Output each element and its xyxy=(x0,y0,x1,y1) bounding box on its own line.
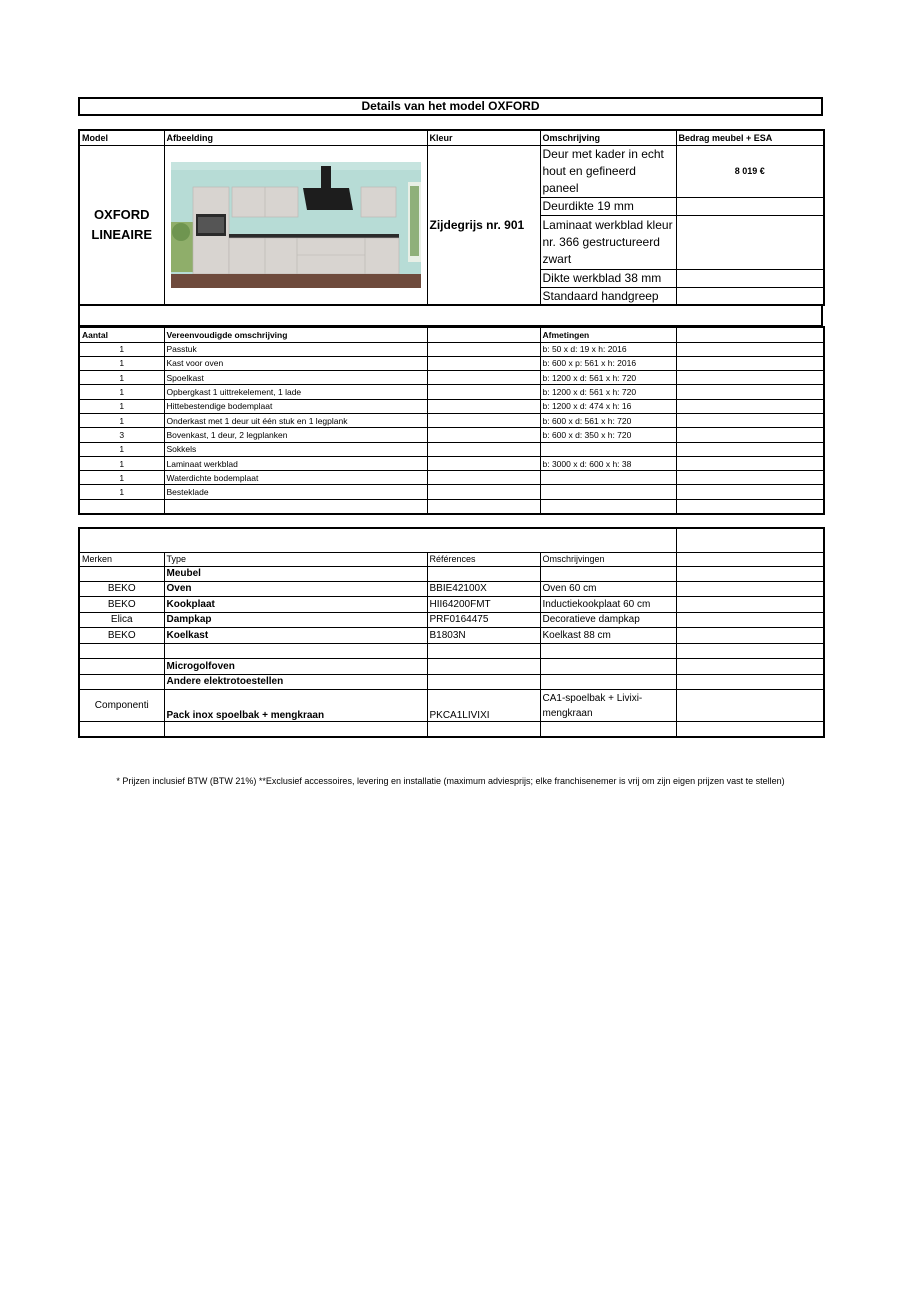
header-bedrag: Bedrag meubel + ESA xyxy=(676,130,824,145)
reference: HII64200FMT xyxy=(427,597,540,613)
description-5: Standaard handgreep xyxy=(540,287,676,305)
empty-cell xyxy=(676,628,824,644)
andere-label: Andere elektrotoestellen xyxy=(164,674,427,690)
dims: b: 1200 x d: 561 x h: 720 xyxy=(540,371,676,385)
footnote: * Prijzen inclusief BTW (BTW 21%) **Exclusief accessoires, levering en installatie (maximum adviesprijs; elke franchisenemer is vrij om zijn eigen prijzen vast te stellen) xyxy=(116,776,785,786)
table-row xyxy=(79,628,824,644)
header-vereenvoudigde: Vereenvoudigde omschrijving xyxy=(164,327,427,342)
empty-cell xyxy=(676,371,824,385)
empty-cell xyxy=(676,287,824,305)
empty-cell xyxy=(427,456,540,470)
dims: b: 3000 x d: 600 x h: 38 xyxy=(540,456,676,470)
page-title: Details van het model OXFORD xyxy=(361,99,540,113)
description: Koelkast 88 cm xyxy=(540,628,676,644)
kitchen-image-cell xyxy=(164,145,427,305)
empty-cell xyxy=(676,566,824,581)
empty-cell xyxy=(79,674,164,690)
empty-cell xyxy=(676,356,824,370)
description-3: Laminaat werkblad kleur nr. 366 gestructureerd zwart xyxy=(540,215,676,269)
type: Pack inox spoelbak + mengkraan xyxy=(164,690,427,722)
dims: b: 50 x d: 19 x h: 2016 xyxy=(540,342,676,356)
empty-cell xyxy=(427,442,540,456)
desc: Sokkels xyxy=(164,442,427,456)
table-row xyxy=(79,471,824,485)
brand: BEKO xyxy=(79,581,164,597)
description-1: Deur met kader in echt hout en gefineerd paneel xyxy=(540,145,676,197)
table-row xyxy=(79,371,824,385)
empty-cell xyxy=(79,566,164,581)
table-row xyxy=(79,485,824,499)
header-afbeelding: Afbeelding xyxy=(164,130,427,145)
table-row xyxy=(79,356,824,370)
dims: b: 600 x d: 561 x h: 720 xyxy=(540,413,676,427)
header-omschrijvingen: Omschrijvingen xyxy=(540,552,676,566)
type: Oven xyxy=(164,581,427,597)
header-model: Model xyxy=(79,130,164,145)
reference: BBIE42100X xyxy=(427,581,540,597)
reference: PRF0164475 xyxy=(427,612,540,628)
header-type: Type xyxy=(164,552,427,566)
qty: 1 xyxy=(79,485,164,499)
desc xyxy=(164,499,427,513)
meubel-label: Meubel xyxy=(164,566,427,581)
table-row xyxy=(79,612,824,628)
qty: 1 xyxy=(79,356,164,370)
empty-cell xyxy=(79,528,676,552)
header-empty xyxy=(676,327,824,342)
empty-cell xyxy=(676,485,824,499)
empty-cell xyxy=(427,659,540,675)
empty-cell xyxy=(676,722,824,737)
empty-cell xyxy=(164,643,427,659)
desc: Laminaat werkblad xyxy=(164,456,427,470)
qty: 3 xyxy=(79,428,164,442)
empty-cell xyxy=(676,612,824,628)
description-4: Dikte werkblad 38 mm xyxy=(540,269,676,287)
empty-cell xyxy=(540,643,676,659)
empty-cell xyxy=(427,399,540,413)
empty-cell xyxy=(676,674,824,690)
empty-cell xyxy=(676,413,824,427)
empty-cell xyxy=(427,499,540,513)
desc: Passtuk xyxy=(164,342,427,356)
dims: b: 1200 x d: 474 x h: 16 xyxy=(540,399,676,413)
table-row xyxy=(79,342,824,356)
empty-cell xyxy=(676,643,824,659)
header-omschrijving: Omschrijving xyxy=(540,130,676,145)
desc: Besteklade xyxy=(164,485,427,499)
table-row xyxy=(79,399,824,413)
dims: b: 600 x d: 350 x h: 720 xyxy=(540,428,676,442)
empty-cell xyxy=(427,371,540,385)
qty: 1 xyxy=(79,371,164,385)
model-table xyxy=(78,129,825,306)
price-value: 8 019 € xyxy=(676,145,824,197)
empty-cell xyxy=(427,428,540,442)
type: Koelkast xyxy=(164,628,427,644)
dims: b: 600 x p: 561 x h: 2016 xyxy=(540,356,676,370)
table-row xyxy=(79,442,824,456)
empty-cell xyxy=(79,722,164,737)
description-2: Deurdikte 19 mm xyxy=(540,197,676,215)
description: Inductiekookplaat 60 cm xyxy=(540,597,676,613)
empty-cell xyxy=(676,215,824,269)
reference: PKCA1LIVIXI xyxy=(427,690,540,722)
brand: Elica xyxy=(79,612,164,628)
empty-cell xyxy=(676,442,824,456)
empty-cell xyxy=(540,566,676,581)
empty-cell xyxy=(676,659,824,675)
empty-cell xyxy=(676,690,824,722)
empty-cell xyxy=(427,413,540,427)
microgolf-label: Microgolfoven xyxy=(164,659,427,675)
appliances-table xyxy=(78,527,825,738)
table-row xyxy=(79,385,824,399)
empty-cell xyxy=(540,722,676,737)
spacer-row xyxy=(78,305,823,327)
type: Kookplaat xyxy=(164,597,427,613)
desc: Onderkast met 1 deur uit één stuk en 1 legplank xyxy=(164,413,427,427)
empty-cell xyxy=(79,643,164,659)
empty-cell xyxy=(676,342,824,356)
reference: B1803N xyxy=(427,628,540,644)
empty-cell xyxy=(676,471,824,485)
model-name: OXFORD LINEAIRE xyxy=(79,145,164,305)
desc: Waterdichte bodemplaat xyxy=(164,471,427,485)
header-empty xyxy=(676,552,824,566)
desc: Bovenkast, 1 deur, 2 legplanken xyxy=(164,428,427,442)
type: Dampkap xyxy=(164,612,427,628)
empty-cell xyxy=(427,485,540,499)
qty xyxy=(79,499,164,513)
dims xyxy=(540,499,676,513)
desc: Kast voor oven xyxy=(164,356,427,370)
empty-cell xyxy=(676,499,824,513)
desc: Opbergkast 1 uittrekelement, 1 lade xyxy=(164,385,427,399)
header-merken: Merken xyxy=(79,552,164,566)
empty-cell xyxy=(676,597,824,613)
table-row xyxy=(79,690,824,722)
empty-cell xyxy=(676,269,824,287)
dims xyxy=(540,442,676,456)
qty: 1 xyxy=(79,471,164,485)
qty: 1 xyxy=(79,399,164,413)
title-bar xyxy=(78,97,823,116)
header-references: Références xyxy=(427,552,540,566)
dims: b: 1200 x d: 561 x h: 720 xyxy=(540,385,676,399)
dims xyxy=(540,471,676,485)
empty-cell xyxy=(540,659,676,675)
table-row xyxy=(79,581,824,597)
empty-cell xyxy=(676,385,824,399)
table-row xyxy=(79,499,824,513)
qty: 1 xyxy=(79,413,164,427)
brand: Componenti xyxy=(79,690,164,722)
dims xyxy=(540,485,676,499)
empty-cell xyxy=(427,674,540,690)
empty-cell xyxy=(164,722,427,737)
brand: BEKO xyxy=(79,597,164,613)
empty-cell xyxy=(427,471,540,485)
header-empty xyxy=(427,327,540,342)
empty-cell xyxy=(427,566,540,581)
brand: BEKO xyxy=(79,628,164,644)
qty: 1 xyxy=(79,442,164,456)
empty-cell xyxy=(427,342,540,356)
empty-cell xyxy=(676,528,824,552)
qty: 1 xyxy=(79,342,164,356)
empty-cell xyxy=(676,581,824,597)
header-aantal: Aantal xyxy=(79,327,164,342)
empty-cell xyxy=(427,722,540,737)
empty-cell xyxy=(427,643,540,659)
components-table xyxy=(78,326,825,515)
kitchen-image xyxy=(171,162,421,288)
color-value: Zijdegrijs nr. 901 xyxy=(427,145,540,305)
description: Decoratieve dampkap xyxy=(540,612,676,628)
qty: 1 xyxy=(79,385,164,399)
empty-cell xyxy=(676,456,824,470)
empty-cell xyxy=(79,659,164,675)
desc: Hittebestendige bodemplaat xyxy=(164,399,427,413)
description: Oven 60 cm xyxy=(540,581,676,597)
table-row xyxy=(79,456,824,470)
table-row xyxy=(79,428,824,442)
empty-cell xyxy=(676,197,824,215)
qty: 1 xyxy=(79,456,164,470)
header-afmetingen: Afmetingen xyxy=(540,327,676,342)
empty-cell xyxy=(427,356,540,370)
table-row xyxy=(79,597,824,613)
empty-cell xyxy=(676,428,824,442)
empty-cell xyxy=(540,674,676,690)
empty-cell xyxy=(676,399,824,413)
desc: Spoelkast xyxy=(164,371,427,385)
description: CA1-spoelbak + Livixi-mengkraan xyxy=(540,690,676,722)
table-row xyxy=(79,413,824,427)
empty-cell xyxy=(427,385,540,399)
header-kleur: Kleur xyxy=(427,130,540,145)
